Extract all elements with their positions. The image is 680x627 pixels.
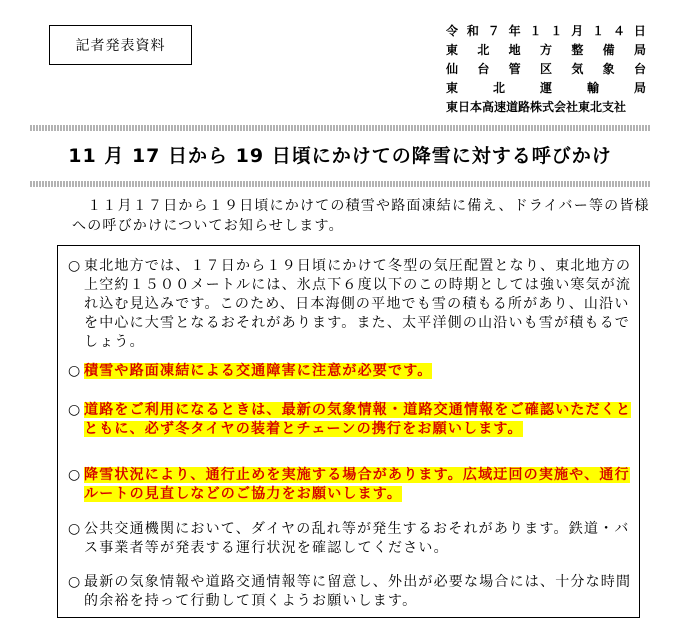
notice-text: 最新の気象情報や道路交通情報等に留意し、外出が必要な場合には、十分な時間的余裕を持って行動して頂くようお願いします。 [84,574,632,609]
title-rule-bottom [30,181,650,187]
notice-item-traffic-caution [68,362,636,381]
intro-paragraph: １１月１７日から１９日頃にかけての積雪や路面凍結に備え、ドライバー等の皆様への呼びかけについてお知らせします。 [72,198,650,234]
notice-text-highlighted: 道路をご利用になるときは、最新の気象情報・道路交通情報をご確認いただくとともに、必ず冬タイヤの装着とチェーンの携行をお願いします。 [84,402,632,437]
issuer-tohoku-regional-bureau: 東 北 地 方 整 備 局 [446,43,646,57]
bullet-circle: ○ [68,467,82,483]
notice-text: 公共交通機関において、ダイヤの乱れ等が発生するおそれがあります。鉄道・バス事業者等が発表する運行状況を確認してください。 [84,521,630,556]
notice-text-highlighted: 積雪や路面凍結による交通障害に注意が必要です。 [84,363,433,379]
badge-label: 記者発表資料 [75,38,166,54]
bullet-circle: ○ [68,363,82,379]
notice-text: 東北地方では、１７日から１９日頃にかけて冬型の気圧配置となり、東北地方の上空約１５００メートルには、氷点下６度以下のこの時期としては強い寒気が流れ込む見込みです。このため、日本海側の平地でも雪の積もる所があり、山沿いを中心に大雪となるおそれがあります。また、太平洋側の山沿いも雪が積もるでしょう。 [84,258,632,350]
notice-item-road-closure [68,466,636,504]
issuer-tohoku-transport-bureau: 東 北 運 輸 局 [446,81,646,95]
bullet-circle: ○ [68,258,82,274]
notice-item-weather-outlook [68,257,636,352]
notice-text-highlighted: 降雪状況により、通行止めを実施する場合があります。広域迂回の実施や、通行ルートの見直しなどのご協力をお願いします。 [84,467,630,502]
press-release-badge [49,25,192,65]
title-rule-top [30,125,650,131]
notice-item-time-allowance [68,573,636,611]
bullet-circle: ○ [68,402,82,418]
bullet-circle: ○ [68,521,82,537]
issuer-nexco-east-tohoku: 東日本高速道路株式会社東北支社 [446,100,627,114]
notice-item-public-transport [68,520,636,558]
issuer-sendai-observatory: 仙 台 管 区 気 象 台 [446,62,646,76]
notice-item-winter-tires [68,401,636,439]
issuer-block [446,22,646,117]
issue-date: 令 和 ７ 年 １ １ 月 １ ４ 日 [446,24,646,38]
page-title: 11 月 17 日から 19 日頃にかけての降雪に対する呼びかけ [68,145,612,167]
bullet-circle: ○ [68,574,82,590]
